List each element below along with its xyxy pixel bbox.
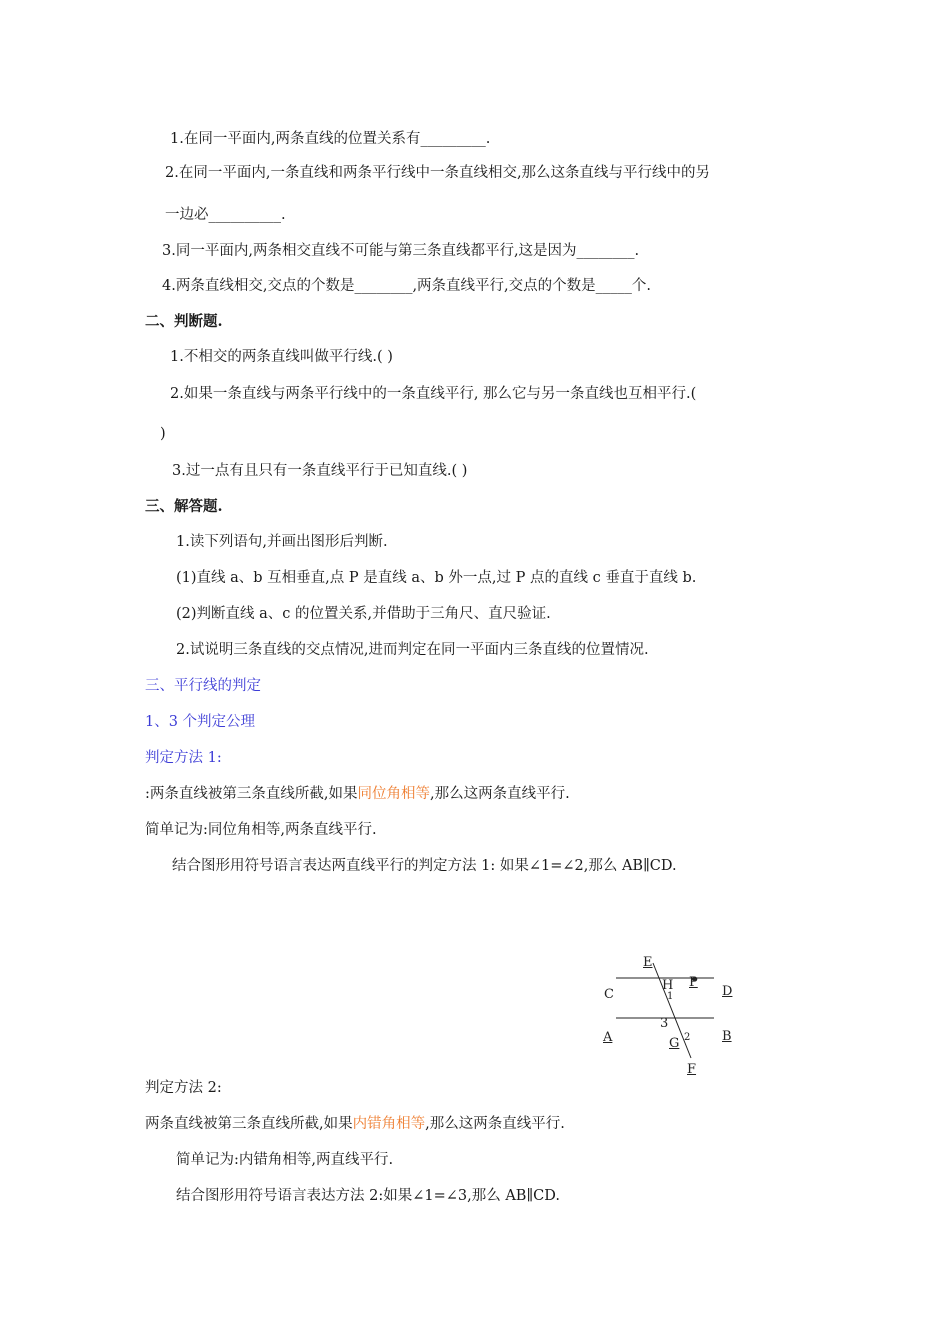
label-c: C <box>604 987 614 1002</box>
method-1-prefix: :两条直线被第三条直线所截,如果 <box>145 786 358 802</box>
answer-question-1: 1.读下列语句,并画出图形后判断. <box>176 534 388 550</box>
method-1-statement <box>145 784 570 804</box>
judge-question-1: 1.不相交的两条直线叫做平行线.( ) <box>170 349 393 365</box>
method-1-suffix: ,那么这两条直线平行. <box>430 786 570 802</box>
label-angle-2: 2 <box>684 1032 691 1043</box>
method-2-prefix: 两条直线被第三条直线所截,如果 <box>145 1116 353 1132</box>
label-a: A <box>603 1030 613 1045</box>
fill-question-3: 3.同一平面内,两条相交直线不可能与第三条直线都平行,这是因为________. <box>162 243 640 259</box>
answer-question-1-part-1: (1)直线 a、b 互相垂直,点 P 是直线 a、b 外一点,过 P 点的直线 c 垂直于直线 b. <box>176 570 697 586</box>
method-2-statement <box>145 1114 565 1134</box>
label-e: E <box>643 955 653 970</box>
judge-question-2-line-2: ) <box>160 426 166 442</box>
method-1-short: 简单记为:同位角相等,两条直线平行. <box>145 822 377 838</box>
method-2-title: 判定方法 2: <box>145 1080 222 1096</box>
label-angle-3: 3 <box>660 1016 669 1031</box>
method-2-short: 简单记为:内错角相等,两直线平行. <box>176 1152 394 1168</box>
answer-question-1-part-2: (2)判断直线 a、c 的位置关系,并借助于三角尺、直尺验证. <box>176 606 551 622</box>
answer-question-2: 2.试说明三条直线的交点情况,进而判定在同一平面内三条直线的位置情况. <box>176 642 649 658</box>
parallel-subheading: 1、3 个判定公理 <box>145 714 256 730</box>
label-p: P <box>689 975 698 990</box>
method-1-symbolic: 结合图形用符号语言表达两直线平行的判定方法 1: 如果∠1=∠2,那么 AB∥CD. <box>172 858 677 874</box>
method-2-highlight: 内错角相等 <box>352 1116 426 1132</box>
judge-question-3: 3.过一点有且只有一条直线平行于已知直线.( ) <box>172 463 468 479</box>
label-f: F <box>687 1062 697 1077</box>
label-angle-1: 1 <box>667 991 674 1002</box>
judge-section-heading: 二、判断题. <box>145 313 223 330</box>
fill-question-1: 1.在同一平面内,两条直线的位置关系有_________. <box>170 131 491 147</box>
fill-question-2-line-2: 一边必__________. <box>165 207 286 223</box>
parallel-lines-figure <box>596 950 756 1085</box>
method-1-title: 判定方法 1: <box>145 750 222 766</box>
fill-question-4: 4.两条直线相交,交点的个数是________,两条直线平行,交点的个数是_____个. <box>162 278 652 294</box>
method-2-symbolic: 结合图形用符号语言表达方法 2:如果∠1=∠3,那么 AB∥CD. <box>176 1188 560 1204</box>
label-b: B <box>722 1029 732 1044</box>
answer-section-heading: 三、解答题. <box>145 498 223 515</box>
method-2-suffix: ,那么这两条直线平行. <box>425 1116 565 1132</box>
fill-question-2-line-1: 2.在同一平面内,一条直线和两条平行线中一条直线相交,那么这条直线与平行线中的另 <box>165 165 711 181</box>
parallel-section-heading: 三、平行线的判定 <box>145 678 261 694</box>
label-d: D <box>722 984 733 999</box>
figure-lines <box>596 950 756 1085</box>
label-g: G <box>669 1036 680 1051</box>
judge-question-2-line-1: 2.如果一条直线与两条平行线中的一条直线平行, 那么它与另一条直线也互相平行.( <box>170 386 697 402</box>
method-1-highlight: 同位角相等 <box>357 786 430 802</box>
label-h: H <box>662 978 674 993</box>
